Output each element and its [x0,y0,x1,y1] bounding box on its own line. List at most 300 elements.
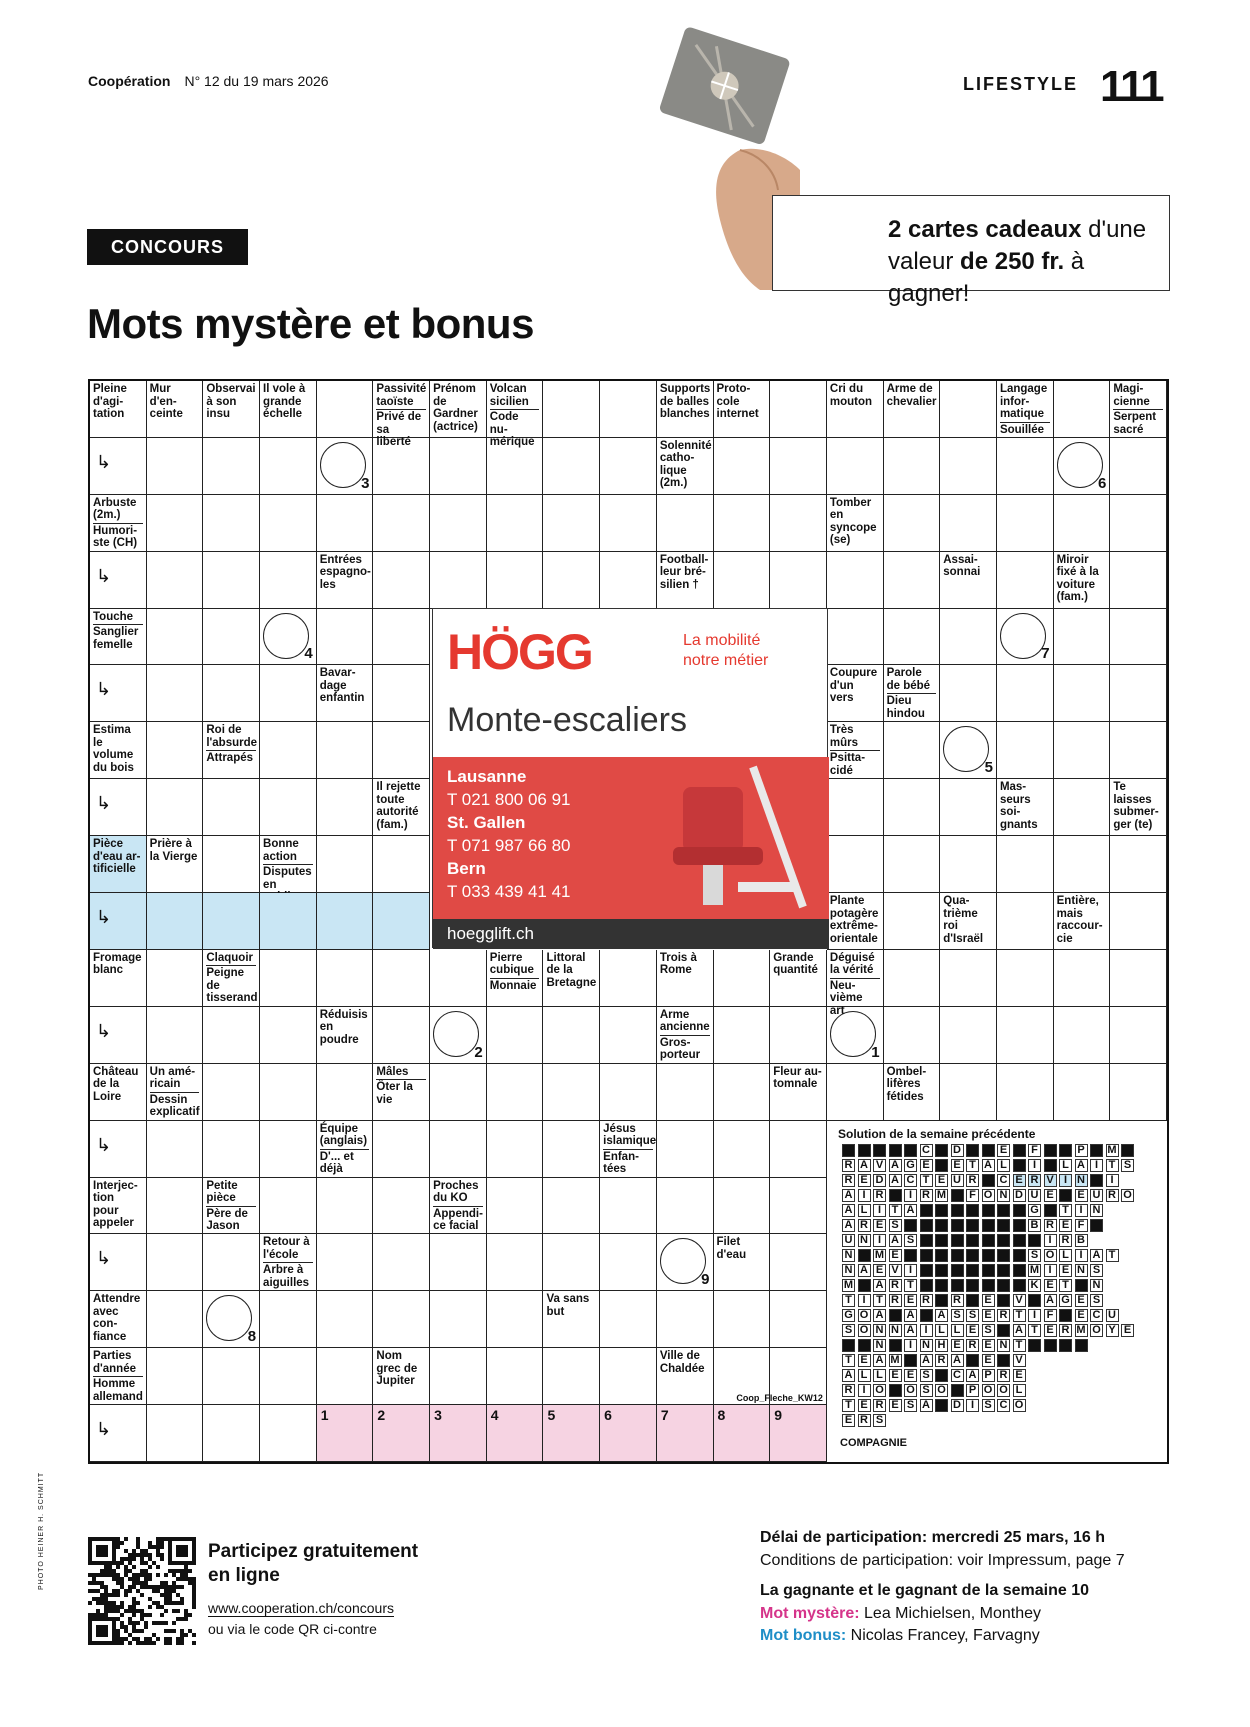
solution-letter: O [858,1309,871,1322]
solution-letter: C [1090,1309,1103,1322]
answer-cell[interactable] [770,438,827,495]
answer-cell[interactable] [430,1234,487,1291]
answer-cell[interactable] [1054,950,1111,1007]
answer-cell[interactable] [940,665,997,722]
answer-cell[interactable] [147,665,204,722]
publication-name: Coopération [88,73,171,89]
answer-cell[interactable] [203,1348,260,1405]
clue-cell [430,381,487,438]
answer-cell[interactable] [430,438,487,495]
solution-letter: N [997,1189,1010,1202]
answer-cell[interactable] [147,438,204,495]
solution-letter: T [966,1159,979,1172]
answer-cell[interactable] [657,1178,714,1235]
answer-cell[interactable] [90,779,147,836]
answer-cell[interactable] [1110,665,1167,722]
answer-cell[interactable] [770,1007,827,1064]
answer-cell[interactable] [147,552,204,609]
answer-cell[interactable] [260,665,317,722]
answer-cell[interactable] [203,438,260,495]
answer-cell[interactable] [770,1178,827,1235]
answer-cell[interactable] [657,1234,714,1291]
solution-letter-number: 7 [660,1407,669,1424]
solution-black-cell [935,1279,948,1292]
clue-text: Pierre cubique [490,952,540,979]
answer-cell[interactable] [373,893,430,950]
answer-cell[interactable] [260,1064,317,1121]
answer-cell[interactable] [997,893,1054,950]
solution-black-cell [1013,1219,1026,1232]
solution-letter: O [1044,1249,1057,1262]
solution-letter: A [1090,1249,1103,1262]
answer-cell[interactable] [884,836,941,893]
answer-cell[interactable] [1110,552,1167,609]
answer-cell[interactable] [90,893,147,950]
answer-cell[interactable] [373,1007,430,1064]
answer-cell[interactable] [317,950,374,1007]
answer-cell[interactable] [260,609,317,666]
answer-cell[interactable] [373,552,430,609]
answer-cell[interactable] [317,1064,374,1121]
solution-black-cell [1059,1339,1072,1352]
answer-cell[interactable] [657,1291,714,1348]
answer-cell[interactable] [770,1291,827,1348]
answer-cell[interactable] [940,950,997,1007]
solution-letter: I [873,1234,886,1247]
answer-cell[interactable] [203,1405,260,1462]
answer-cell[interactable] [1110,836,1167,893]
answer-cell[interactable] [1110,1064,1167,1121]
answer-cell[interactable] [203,552,260,609]
answer-cell[interactable] [714,1405,771,1462]
solution-letter: V [1013,1294,1026,1307]
answer-cell[interactable] [884,722,941,779]
answer-cell[interactable] [770,495,827,552]
answer-cell[interactable] [884,609,941,666]
clue-cell [90,1291,147,1348]
answer-cell[interactable] [543,438,600,495]
clue-cell [827,950,884,1017]
answer-cell[interactable] [940,438,997,495]
answer-cell[interactable] [260,893,317,950]
answer-cell[interactable] [90,1121,147,1178]
answer-cell[interactable] [487,1291,544,1348]
answer-cell[interactable] [543,1178,600,1235]
solution-black-cell [858,1339,871,1352]
answer-cell[interactable] [203,495,260,552]
clue-text: Entrées espagno-les [319,553,371,591]
answer-cell[interactable] [770,1234,827,1291]
participate-cta [208,1540,418,1588]
answer-cell[interactable] [203,1234,260,1291]
clue-text: Littoral de la Bretagne [546,951,597,989]
answer-cell[interactable] [600,495,657,552]
arrow-turn-right-icon: ↳ [96,1419,112,1440]
clue-cell [373,779,430,836]
qr-code-icon[interactable] [88,1537,196,1645]
answer-cell[interactable] [997,1064,1054,1121]
solution-letter: I [904,1264,917,1277]
answer-cell[interactable] [600,1178,657,1235]
answer-cell[interactable] [600,1007,657,1064]
answer-cell[interactable] [657,1121,714,1178]
answer-cell[interactable] [317,381,374,438]
answer-cell[interactable] [1054,609,1111,666]
answer-cell[interactable] [260,950,317,1007]
answer-cell[interactable] [373,950,430,1007]
answer-cell[interactable] [373,1178,430,1235]
answer-cell[interactable] [884,552,941,609]
answer-cell[interactable] [317,1178,374,1235]
clue-text: Parties d'année [93,1350,143,1377]
answer-cell[interactable] [203,779,260,836]
answer-cell[interactable] [770,1405,827,1462]
answer-cell[interactable] [203,1291,260,1348]
answer-cell[interactable] [600,438,657,495]
answer-cell[interactable] [203,1064,260,1121]
answer-cell[interactable] [827,836,884,893]
answer-cell[interactable] [90,665,147,722]
answer-cell[interactable] [430,1064,487,1121]
answer-cell[interactable] [770,552,827,609]
answer-cell[interactable] [997,722,1054,779]
answer-cell[interactable] [714,1007,771,1064]
ad-phone: T 071 987 66 80 [447,836,571,855]
answer-cell[interactable] [373,1291,430,1348]
clue-text: Coupure d'un vers [829,667,878,705]
answer-cell[interactable] [714,1064,771,1121]
solution-black-cell [920,1204,933,1217]
answer-cell[interactable] [600,552,657,609]
solution-letter: A [873,1354,886,1367]
answer-cell[interactable] [600,950,657,1007]
answer-cell[interactable] [543,1064,600,1121]
answer-cell[interactable] [317,1348,374,1405]
answer-cell[interactable] [997,836,1054,893]
answer-cell[interactable] [600,381,657,438]
answer-cell[interactable] [430,552,487,609]
answer-cell[interactable] [260,552,317,609]
answer-cell[interactable] [317,609,374,666]
clue-text: Pièce d'eau ar-tificielle [93,838,141,876]
answer-cell[interactable] [487,1234,544,1291]
answer-cell[interactable] [827,609,884,666]
answer-cell[interactable] [736,1348,827,1405]
arrow-turn-right-icon: ↳ [96,1248,112,1269]
answer-cell[interactable] [373,665,430,722]
answer-cell[interactable] [884,495,941,552]
clue-cell [657,1348,714,1405]
answer-cell[interactable] [487,1405,544,1462]
answer-cell[interactable] [884,950,941,1007]
answer-cell[interactable] [487,1007,544,1064]
answer-cell[interactable] [260,1007,317,1064]
answer-cell[interactable] [487,1121,544,1178]
answer-cell[interactable] [260,495,317,552]
answer-cell[interactable] [147,1405,204,1462]
solution-black-cell [889,1144,902,1157]
answer-cell[interactable] [317,495,374,552]
solution-letter: E [982,1339,995,1352]
answer-cell[interactable] [714,495,771,552]
answer-cell[interactable] [373,1405,430,1462]
answer-cell[interactable] [317,836,374,893]
answer-cell[interactable] [487,1178,544,1235]
answer-cell[interactable] [430,1348,487,1405]
answer-cell[interactable] [317,779,374,836]
answer-cell[interactable] [1054,836,1111,893]
ad-slogan-line: notre métier [683,652,769,669]
clue-cell [90,381,147,438]
answer-cell[interactable] [543,1348,600,1405]
answer-cell[interactable] [1110,495,1167,552]
answer-cell[interactable] [90,1234,147,1291]
answer-cell[interactable] [373,836,430,893]
answer-cell[interactable] [260,1178,317,1235]
answer-cell[interactable] [997,665,1054,722]
answer-cell[interactable] [827,438,884,495]
contest-link[interactable]: www.cooperation.ch/concours [208,1600,394,1616]
answer-cell[interactable] [487,552,544,609]
clue-text: Football-leur bré-silien † [659,553,709,591]
solution-black-cell [920,1309,933,1322]
answer-cell[interactable] [373,1121,430,1178]
qr-note: ou via le code QR ci-contre [208,1621,377,1637]
clue-cell [90,950,147,1007]
solution-black-cell [1028,1339,1041,1352]
answer-cell[interactable] [260,1291,317,1348]
answer-cell[interactable] [827,779,884,836]
answer-cell[interactable] [884,893,941,950]
answer-cell[interactable] [1054,779,1111,836]
answer-cell[interactable] [1054,722,1111,779]
answer-cell[interactable] [147,950,204,1007]
answer-cell[interactable] [997,552,1054,609]
answer-cell[interactable] [1110,438,1167,495]
answer-cell[interactable] [1054,1064,1111,1121]
answer-cell[interactable] [317,1291,374,1348]
answer-cell[interactable] [147,1178,204,1235]
answer-cell[interactable] [1054,1007,1111,1064]
answer-cell[interactable] [147,779,204,836]
answer-cell[interactable] [430,1121,487,1178]
answer-cell[interactable] [147,1007,204,1064]
answer-cell[interactable] [770,1121,827,1178]
answer-cell[interactable] [543,1234,600,1291]
answer-cell[interactable] [260,1121,317,1178]
answer-cell[interactable] [1054,665,1111,722]
answer-cell[interactable] [260,1405,317,1462]
answer-cell[interactable] [543,1121,600,1178]
answer-cell[interactable] [600,1291,657,1348]
solution-black-cell [920,1264,933,1277]
clue-text: Ville de Chaldée [659,1350,705,1375]
clue-text: Mas-seurs soi-gnants [999,781,1038,831]
solution-letter: L [1059,1249,1072,1262]
answer-cell[interactable] [430,1007,487,1064]
answer-cell[interactable] [147,1291,204,1348]
answer-cell[interactable] [940,609,997,666]
solution-letter: P [1075,1144,1088,1157]
clue-cell [90,1348,147,1405]
answer-cell[interactable] [260,779,317,836]
answer-cell[interactable] [600,1405,657,1462]
answer-cell[interactable] [657,1064,714,1121]
answer-cell[interactable] [714,552,771,609]
answer-cell[interactable] [373,1234,430,1291]
answer-cell[interactable] [1110,1007,1167,1064]
answer-cell[interactable] [997,438,1054,495]
answer-cell[interactable] [203,1007,260,1064]
clue-text: Ôter la vie [376,1081,413,1106]
answer-cell[interactable] [714,950,771,1007]
answer-cell[interactable] [203,1121,260,1178]
answer-cell[interactable] [827,1007,884,1064]
answer-cell[interactable] [487,1348,544,1405]
solution-letter: R [1028,1174,1041,1187]
answer-cell[interactable] [600,1234,657,1291]
circle-marker [1057,442,1103,488]
clue-cell [373,1064,430,1121]
answer-cell[interactable] [203,609,260,666]
answer-cell[interactable] [543,381,600,438]
clue-cell [827,893,884,950]
answer-cell[interactable] [714,1178,771,1235]
bonus-winner [760,1627,1040,1645]
answer-cell[interactable] [90,1007,147,1064]
answer-cell[interactable] [940,495,997,552]
answer-cell[interactable] [147,722,204,779]
answer-cell[interactable] [203,893,260,950]
answer-cell[interactable] [373,609,430,666]
clue-text: Arme de chevalier [886,383,937,408]
answer-cell[interactable] [1110,950,1167,1007]
answer-cell[interactable] [1110,893,1167,950]
answer-cell[interactable] [600,1064,657,1121]
answer-cell[interactable] [203,665,260,722]
clue-text: Qua-trième roi d'Israël [943,895,984,945]
answer-cell[interactable] [543,495,600,552]
answer-cell[interactable] [940,836,997,893]
solution-letter: I [873,1204,886,1217]
answer-cell[interactable] [997,609,1054,666]
answer-cell[interactable] [1110,722,1167,779]
answer-cell[interactable] [543,1007,600,1064]
answer-cell[interactable] [714,438,771,495]
answer-cell[interactable] [997,950,1054,1007]
arrow-turn-right-icon: ↳ [96,565,112,586]
answer-cell[interactable] [714,1121,771,1178]
answer-cell[interactable] [487,438,544,495]
solution-letter: I [858,1294,871,1307]
answer-cell[interactable] [147,1348,204,1405]
hogg-advertisement[interactable] [432,608,828,948]
clue-text: Arbuste (2m.) [93,497,143,524]
answer-cell[interactable] [317,438,374,495]
answer-cell[interactable] [90,438,147,495]
answer-cell[interactable] [884,1007,941,1064]
answer-cell[interactable] [430,1405,487,1462]
answer-cell[interactable] [373,438,430,495]
answer-cell[interactable] [147,495,204,552]
ad-url[interactable]: hoegglift.ch [433,919,829,949]
answer-cell[interactable] [884,779,941,836]
answer-cell[interactable] [90,552,147,609]
answer-cell[interactable] [487,495,544,552]
winners-title: La gagnante et le gagnant de la semaine 10 [760,1582,1089,1599]
solution-letter: E [842,1414,855,1427]
answer-cell[interactable] [317,1234,374,1291]
answer-cell[interactable] [770,381,827,438]
answer-cell[interactable] [543,552,600,609]
answer-cell[interactable] [260,438,317,495]
answer-cell[interactable] [714,1291,771,1348]
answer-cell[interactable] [827,552,884,609]
answer-cell[interactable] [1054,495,1111,552]
answer-cell[interactable] [997,495,1054,552]
answer-cell[interactable] [940,1007,997,1064]
answer-cell[interactable] [430,1291,487,1348]
solution-letter: R [873,1189,886,1202]
answer-cell[interactable] [940,381,997,438]
answer-cell[interactable] [657,495,714,552]
answer-cell[interactable] [203,836,260,893]
solution-letter: T [1028,1324,1041,1337]
answer-cell[interactable] [373,495,430,552]
answer-cell[interactable] [997,1007,1054,1064]
answer-cell[interactable] [90,1405,147,1462]
answer-cell[interactable] [1110,609,1167,666]
answer-cell[interactable] [884,438,941,495]
solution-letter: S [966,1309,979,1322]
answer-cell[interactable] [260,1348,317,1405]
answer-cell[interactable] [940,779,997,836]
answer-cell[interactable] [317,1405,374,1462]
contest-tag: CONCOURS [87,229,248,265]
solution-letter: U [1028,1189,1041,1202]
previous-solution [830,1122,1166,1462]
answer-cell[interactable] [430,950,487,1007]
answer-cell[interactable] [600,1348,657,1405]
answer-cell[interactable] [147,609,204,666]
answer-cell[interactable] [1054,438,1111,495]
solution-letter: R [1059,1324,1072,1337]
answer-cell[interactable] [543,1405,600,1462]
answer-cell[interactable] [487,1064,544,1121]
circle-marker [433,1011,479,1057]
answer-cell[interactable] [430,495,487,552]
solution-black-cell [966,1294,979,1307]
clue-text: Prénom de Gardner (actrice) [433,383,478,433]
answer-cell[interactable] [940,1064,997,1121]
solution-black-cell [873,1144,886,1157]
answer-cell[interactable] [1054,381,1111,438]
solution-letter: P [966,1384,979,1397]
answer-cell[interactable] [260,722,317,779]
answer-cell[interactable] [317,722,374,779]
answer-cell[interactable] [940,722,997,779]
answer-cell[interactable] [373,722,430,779]
answer-cell[interactable] [317,893,374,950]
answer-cell[interactable] [147,1234,204,1291]
answer-cell[interactable] [657,1405,714,1462]
winner-name: Lea Michielsen, Monthey [859,1605,1042,1622]
answer-cell[interactable] [147,893,204,950]
solution-black-cell [935,1204,948,1217]
answer-cell[interactable] [827,1064,884,1121]
answer-cell[interactable] [147,1121,204,1178]
ad-city: Lausanne [447,767,527,786]
